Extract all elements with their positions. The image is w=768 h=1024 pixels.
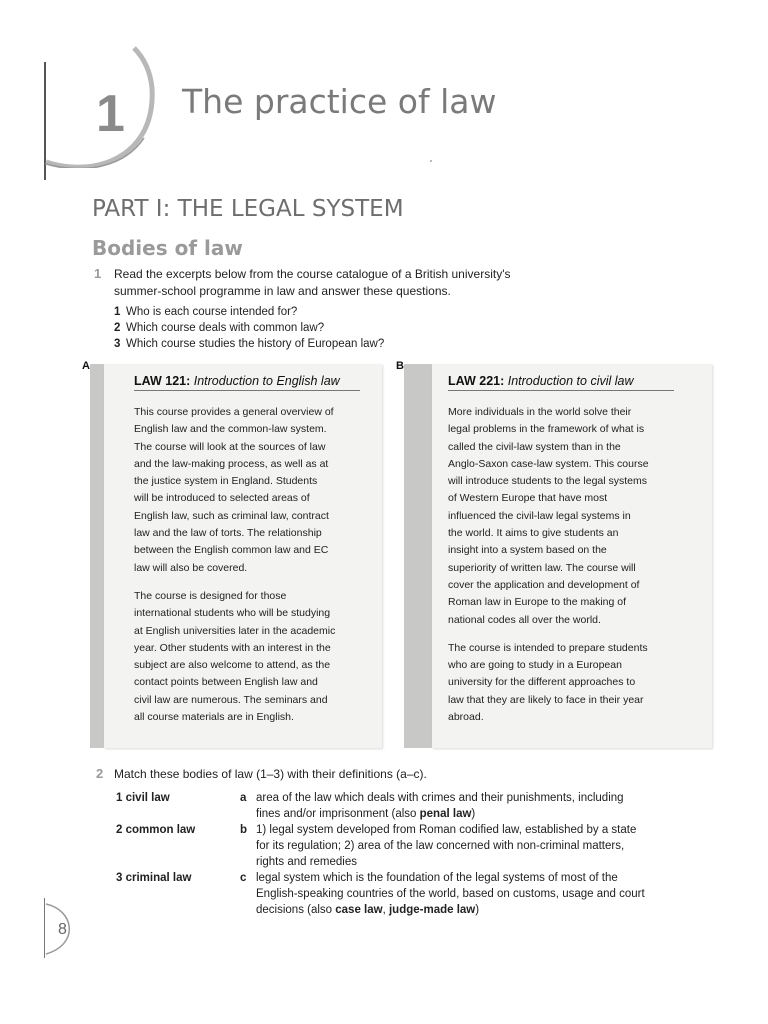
question-list: [114, 304, 384, 352]
card-text-line: contact points between English law and: [134, 676, 318, 689]
card-text-line: The course is intended to prepare students: [448, 641, 648, 654]
card-text-line: abroad.: [448, 711, 484, 724]
question-text: Which course studies the history of European law?: [126, 338, 385, 350]
card-text-line: insight into a system based on the: [448, 544, 607, 557]
card-text-line: This course provides a general overview of: [134, 406, 334, 418]
card-text-line: all course materials are in English.: [134, 711, 294, 724]
card-text-line: law and the law of torts. The relationship: [134, 527, 322, 540]
card-text-line: More individuals in the world solve their: [448, 406, 632, 418]
exercise-1-instruction: [114, 266, 511, 300]
chapter-number: 1: [96, 85, 125, 143]
exercise-1-number: 1: [94, 266, 102, 281]
card-b-heading: [448, 374, 674, 391]
card-text-line: year. Other students with an interest in the: [134, 641, 331, 654]
card-a-label: A: [82, 360, 90, 372]
term-label: 3 criminal law: [116, 872, 192, 884]
definition-line-text: decisions (also: [256, 904, 336, 916]
instruction-line: Read the excerpts below from the course catalogue of a British university's: [114, 267, 511, 281]
course-title: Introduction to English law: [193, 374, 340, 388]
match-term-1: [116, 790, 170, 806]
page-number: 8: [58, 921, 67, 938]
card-text-line: of Western Europe that have most: [448, 492, 608, 505]
instruction-line: summer-school programme in law and answer these questions.: [114, 284, 451, 298]
definition-line: English-speaking countries of the world, based on customs, usage and court: [256, 888, 645, 900]
card-text-line: will introduce students to the legal systems: [448, 475, 648, 488]
question-number: 2: [114, 322, 121, 334]
definition-text: [256, 870, 716, 918]
card-text-line: Anglo-Saxon case-law system. This course: [448, 457, 649, 470]
card-text-line: the world. It aims to give students an: [448, 527, 619, 540]
definition-line: area of the law which deals with crimes and their punishments, including: [256, 792, 624, 804]
course-title: Introduction to civil law: [507, 374, 634, 388]
card-text-line: called the civil-law system than in the: [448, 440, 621, 453]
definition-letter: a: [240, 792, 247, 804]
question-number: 3: [114, 338, 121, 350]
definition-c: [240, 870, 710, 916]
match-term-2: [116, 822, 195, 838]
card-text-line: civil law are numerous. The seminars and: [134, 693, 328, 706]
definition-line-text: fines and/or imprisonment (also: [256, 808, 420, 820]
card-text-line: the justice system in England. Students: [134, 475, 318, 488]
card-text-line: English law and the common-law system.: [134, 423, 327, 436]
question-item: [114, 336, 384, 352]
card-text-line: and the law-making process, as well as at: [134, 457, 329, 470]
card-b-paragraph-2: [448, 640, 704, 726]
card-b-label: B: [396, 360, 404, 372]
alt-term: case law: [335, 904, 383, 916]
card-a-paragraph-2: [134, 588, 374, 726]
term-label: 2 common law: [116, 824, 196, 836]
definition-line-text: ): [471, 808, 476, 820]
card-text-line: English law, such as criminal law, contract: [134, 509, 329, 522]
course-code: LAW 221:: [448, 374, 508, 388]
definition-text: [256, 822, 716, 870]
definition-line-text: ,: [382, 904, 389, 916]
definition-line: legal system which is the foundation of the legal systems of most of the: [256, 872, 618, 884]
exercise-2-number: 2: [96, 766, 104, 781]
question-number: 1: [114, 306, 121, 318]
card-text-line: Roman law in Europe to the making of: [448, 596, 627, 609]
card-b-strip: [404, 364, 432, 748]
card-text-line: influenced the civil-law legal systems in: [448, 509, 631, 522]
card-b-body: [448, 404, 704, 737]
card-a-paragraph-1: [134, 404, 374, 577]
definition-line: 1) legal system developed from Roman codified law, established by a state: [256, 824, 637, 836]
definition-line: for its regulation; 2) area of the law concerned with non-criminal matters,: [256, 840, 625, 852]
header-dot: [430, 160, 432, 162]
definition-b: [240, 822, 710, 868]
card-text-line: university for the different approaches to: [448, 676, 636, 689]
course-code: LAW 121:: [134, 374, 194, 388]
card-text-line: cover the application and development of: [448, 578, 640, 591]
section-title: Bodies of law: [92, 236, 243, 260]
question-item: [114, 320, 384, 336]
card-text-line: The course is designed for those: [134, 589, 287, 602]
card-text-line: international students who will be studying: [134, 607, 331, 620]
definition-line: rights and remedies: [256, 856, 357, 868]
card-text-line: The course will look at the sources of law: [134, 440, 326, 453]
question-text: Which course deals with common law?: [126, 322, 325, 334]
alt-term: penal law: [419, 808, 472, 820]
card-text-line: who are going to study in a European: [448, 659, 622, 672]
definition-text: [256, 790, 716, 822]
question-text: Who is each course intended for?: [126, 306, 298, 318]
card-a-body: [134, 404, 374, 737]
definition-letter: b: [240, 824, 248, 836]
card-text-line: national codes all over the world.: [448, 613, 601, 626]
chapter-title: The practice of law: [182, 82, 497, 121]
definition-letter: c: [240, 872, 247, 884]
match-term-3: [116, 870, 191, 886]
question-item: [114, 304, 384, 320]
card-text-line: at English universities later in the academic: [134, 624, 336, 637]
card-text-line: law will also be covered.: [134, 561, 248, 574]
definition-line-text: ): [475, 904, 480, 916]
part-title: PART I: THE LEGAL SYSTEM: [92, 196, 404, 222]
definition-line: [256, 806, 716, 822]
definition-a: [240, 790, 710, 820]
card-b-paragraph-1: [448, 404, 704, 629]
card-text-line: subject are also welcome to attend, as the: [134, 659, 331, 672]
alt-term: judge-made law: [388, 904, 476, 916]
definition-line: [256, 902, 716, 918]
card-text-line: will be introduced to selected areas of: [134, 492, 310, 505]
card-text-line: between the English common law and EC: [134, 544, 329, 557]
card-text-line: legal problems in the framework of what is: [448, 423, 645, 436]
card-text-line: law that they are likely to face in their year: [448, 693, 644, 706]
exercise-2-instruction: Match these bodies of law (1–3) with their definitions (a–c).: [114, 767, 427, 781]
card-text-line: superiority of written law. The course will: [448, 561, 636, 574]
card-a-strip: [90, 364, 104, 748]
card-a-heading: [134, 374, 360, 391]
term-label: 1 civil law: [116, 792, 170, 804]
